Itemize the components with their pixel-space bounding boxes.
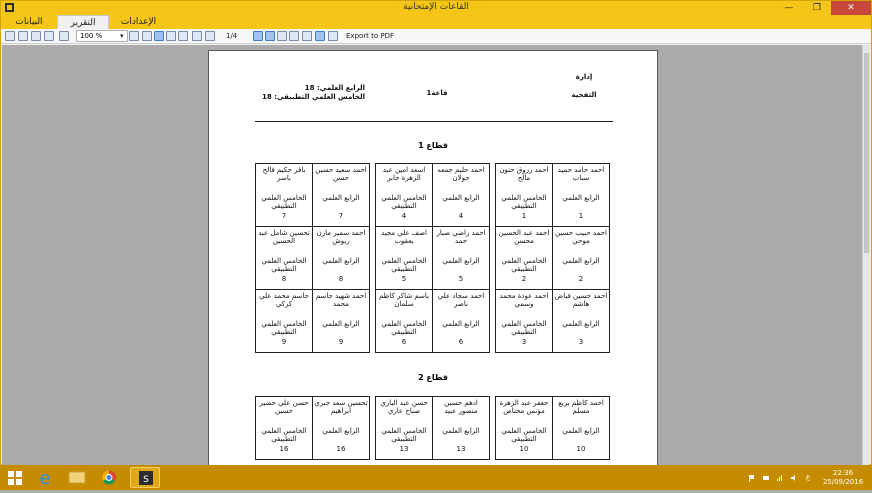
department-line2: التفحية — [571, 91, 597, 99]
seat-number: 2 — [521, 275, 527, 283]
student-class: الرابع العلمي — [562, 320, 600, 328]
student-name: اسعد امين عبد الزهرة جابر — [382, 166, 426, 182]
seat-cell — [376, 290, 433, 353]
student-class: الرابع العلمي — [322, 194, 360, 202]
student-name: باقر حكيم فالح باسر — [262, 166, 306, 182]
first-page-icon[interactable] — [253, 31, 263, 41]
page-setup-icon[interactable] — [31, 31, 41, 41]
chevron-down-icon[interactable]: ▾ — [120, 32, 124, 40]
title-bar[interactable] — [1, 1, 871, 15]
seat-cell — [496, 164, 553, 227]
student-class: الرابع العلمي — [562, 257, 600, 265]
report-page — [208, 50, 658, 465]
student-name: جعفر عبد الزهرة مؤنس محتاض — [499, 399, 549, 415]
seat-cell — [313, 290, 370, 353]
seat-number: 4 — [401, 212, 407, 220]
zoom-in-icon[interactable] — [129, 31, 139, 41]
chrome-icon[interactable] — [94, 467, 124, 488]
student-class: الخامس العلمي التطبيقي — [381, 194, 427, 210]
aisle-gap — [490, 290, 496, 353]
network-icon[interactable] — [776, 474, 784, 482]
seat-number: 13 — [456, 445, 466, 453]
student-class: الخامس العلمي التطبيقي — [381, 320, 427, 336]
four-page-icon[interactable] — [166, 31, 176, 41]
report-toolbar — [1, 29, 871, 44]
student-name: احمد سجاد علي ناصر — [437, 292, 485, 308]
student-name: احمد راضي صبار حمد — [436, 229, 486, 245]
close-button[interactable]: ✕ — [831, 1, 871, 15]
seat-cell — [376, 164, 433, 227]
seat-number: 3 — [521, 338, 527, 346]
seat-cell — [256, 227, 313, 290]
clock-time: 22:36 — [832, 469, 854, 477]
next-page-icon[interactable] — [277, 31, 287, 41]
student-name: احمد حسين فياض هاشم — [554, 292, 608, 308]
student-class: الرابع العلمي — [442, 257, 480, 265]
hand-tool-icon[interactable] — [315, 31, 325, 41]
copy-icon[interactable] — [44, 31, 54, 41]
seat-number: 1 — [578, 212, 584, 220]
student-class: الخامس العلمي التطبيقي — [381, 257, 427, 273]
seat-cell — [313, 397, 370, 460]
aisle-gap — [370, 164, 376, 227]
student-counts — [255, 84, 365, 102]
svg-text:e: e — [39, 468, 51, 488]
student-class: الخامس العلمي التطبيقي — [381, 427, 427, 443]
seat-row — [256, 227, 610, 290]
system-clock[interactable] — [818, 469, 868, 487]
notification-flag-icon[interactable] — [748, 474, 756, 482]
student-class: الخامس العلمي التطبيقي — [261, 194, 307, 210]
student-class: الرابع العلمي — [562, 194, 600, 202]
last-page-icon[interactable] — [289, 31, 299, 41]
seat-cell — [433, 227, 490, 290]
department-label — [564, 73, 604, 100]
seat-number: 6 — [458, 338, 464, 346]
ribbon-tabs — [1, 15, 871, 29]
seat-cell — [496, 290, 553, 353]
print-preview-icon[interactable] — [18, 31, 28, 41]
department-line1: إدارة — [575, 73, 593, 81]
student-class: الرابع العلمي — [562, 427, 600, 435]
window-title: القاعات الإمتحانية — [403, 2, 469, 12]
student-name: اصف علي مجيد يعقوب — [381, 229, 427, 245]
print-icon[interactable] — [5, 31, 15, 41]
student-name: تحسين سعد جبري ابراهيم — [314, 399, 368, 415]
one-page-icon[interactable] — [142, 31, 152, 41]
student-name: حسن عبد الباري صباح عاري — [380, 399, 428, 415]
student-name: جاسم محمد علي كركي — [259, 292, 309, 308]
page-indicator: 1/4 — [226, 32, 238, 40]
vertical-scrollbar[interactable] — [862, 45, 870, 465]
taskbar — [0, 465, 872, 490]
seat-cell — [376, 227, 433, 290]
student-name: احمد عبد الحسين محسن — [498, 229, 550, 245]
seat-cell — [553, 397, 610, 460]
seat-number: 7 — [338, 212, 344, 220]
six-page-icon[interactable] — [178, 31, 188, 41]
seat-row — [256, 397, 610, 460]
scrollbar-thumb[interactable] — [864, 53, 869, 253]
tab-settings[interactable]: الإعدادات — [120, 17, 157, 27]
seat-cell — [313, 164, 370, 227]
seat-number: 5 — [401, 275, 407, 283]
student-name: احمد شهيد جاسم محمد — [315, 292, 367, 308]
student-class: الرابع العلمي — [322, 320, 360, 328]
student-class: الخامس العلمي التطبيقي — [501, 427, 547, 443]
tab-report[interactable]: التقرير — [57, 15, 109, 29]
student-class: الرابع العلمي — [442, 320, 480, 328]
seat-number: 8 — [281, 275, 287, 283]
exam-halls-app-icon[interactable] — [130, 467, 160, 488]
count-line2: الخامس العلمي التطبيقي: 18 — [262, 93, 365, 101]
export-pdf-button[interactable]: Export to PDF — [346, 32, 395, 40]
student-name: احمد حبيب حسين موحي — [555, 229, 607, 245]
student-class: الخامس العلمي التطبيقي — [261, 320, 307, 336]
seat-cell — [553, 227, 610, 290]
export-icon[interactable] — [328, 31, 338, 41]
aisle-gap — [370, 290, 376, 353]
student-name: احمد كاظم بريع مسلم — [558, 399, 604, 415]
student-class: الخامس العلمي التطبيقي — [501, 194, 547, 210]
seat-cell — [496, 397, 553, 460]
student-class: الخامس العلمي التطبيقي — [261, 427, 307, 443]
battery-icon[interactable] — [762, 474, 770, 482]
clock-date: 25/09/2016 — [822, 478, 864, 486]
volume-icon[interactable] — [790, 474, 798, 482]
aisle-gap — [370, 397, 376, 460]
seat-cell — [313, 227, 370, 290]
refresh-icon[interactable] — [302, 31, 312, 41]
student-class: الخامس العلمي التطبيقي — [501, 320, 547, 336]
seat-cell — [433, 397, 490, 460]
student-class: الخامس العلمي التطبيقي — [501, 257, 547, 273]
seat-number: 9 — [338, 338, 344, 346]
seat-number: 3 — [578, 338, 584, 346]
student-class: الرابع العلمي — [442, 427, 480, 435]
aisle-gap — [490, 397, 496, 460]
seat-row — [256, 290, 610, 353]
file-explorer-icon[interactable] — [62, 467, 92, 488]
seat-cell — [496, 227, 553, 290]
seat-cell — [256, 164, 313, 227]
page-width-icon[interactable] — [205, 31, 215, 41]
seat-cell — [376, 397, 433, 460]
student-name: احمد عودة محمد وسمي — [499, 292, 549, 308]
input-language-indicator[interactable]: ع — [805, 473, 811, 481]
seat-cell — [433, 290, 490, 353]
zoom-out-icon[interactable] — [59, 31, 69, 41]
student-class: الرابع العلمي — [442, 194, 480, 202]
seat-cell — [256, 397, 313, 460]
student-name: باسم شاكر كاظم سلمان — [379, 292, 429, 308]
seat-number: 9 — [281, 338, 287, 346]
student-name: احمد رزوق حنون مالح — [499, 166, 549, 182]
seat-number: 13 — [399, 445, 409, 453]
internet-explorer-icon[interactable] — [30, 467, 60, 488]
student-class: الرابع العلمي — [322, 427, 360, 435]
seat-row — [256, 164, 610, 227]
seat-number: 1 — [521, 212, 527, 220]
seat-number: 2 — [578, 275, 584, 283]
seat-number: 16 — [279, 445, 289, 453]
seat-cell — [433, 164, 490, 227]
seat-cell — [553, 290, 610, 353]
close-preview-icon[interactable] — [192, 31, 202, 41]
sector-2-title: قطاع 2 — [418, 373, 448, 382]
windows-start-icon[interactable] — [8, 471, 22, 485]
report-viewer[interactable] — [2, 45, 870, 465]
aisle-gap — [370, 227, 376, 290]
zoom-select[interactable]: 100 % — [76, 30, 128, 42]
hall-name: قاعة1 — [426, 89, 448, 97]
sector-1-title: قطاع 1 — [418, 141, 448, 150]
minimize-button[interactable]: — — [784, 3, 794, 13]
student-name: تحسين شامل عبد الحسين — [258, 229, 310, 245]
aisle-gap — [490, 227, 496, 290]
header-rule — [255, 121, 613, 122]
student-name: حسن علي حضير حسين — [259, 399, 309, 415]
seat-number: 8 — [338, 275, 344, 283]
seat-number: 4 — [458, 212, 464, 220]
count-line1: الرابع العلمي: 18 — [304, 84, 365, 92]
student-name: احمد سمير مازن ريوش — [316, 229, 366, 245]
two-page-icon[interactable] — [154, 31, 164, 41]
seat-number: 10 — [519, 445, 529, 453]
tab-data[interactable]: البيانات — [15, 17, 43, 27]
svg-text:S: S — [143, 475, 149, 485]
student-name: احمد حليم جمعه جولان — [437, 166, 485, 182]
seat-number: 5 — [458, 275, 464, 283]
student-class: الخامس العلمي التطبيقي — [261, 257, 307, 273]
seat-cell — [553, 164, 610, 227]
student-name: احمد سعيد حسين حسن — [315, 166, 367, 182]
maximize-button[interactable]: ❐ — [812, 3, 822, 13]
previous-page-icon[interactable] — [265, 31, 275, 41]
aisle-gap — [490, 164, 496, 227]
sector-2-grid — [255, 396, 610, 460]
seat-number: 7 — [281, 212, 287, 220]
seat-number: 16 — [336, 445, 346, 453]
student-class: الرابع العلمي — [322, 257, 360, 265]
student-name: ادهم حسين منصور عبيد — [444, 399, 478, 415]
sector-1-grid — [255, 163, 610, 353]
seat-cell — [256, 290, 313, 353]
seat-number: 10 — [576, 445, 586, 453]
seat-number: 6 — [401, 338, 407, 346]
student-name: احمد حامد حميد سباب — [557, 166, 605, 182]
